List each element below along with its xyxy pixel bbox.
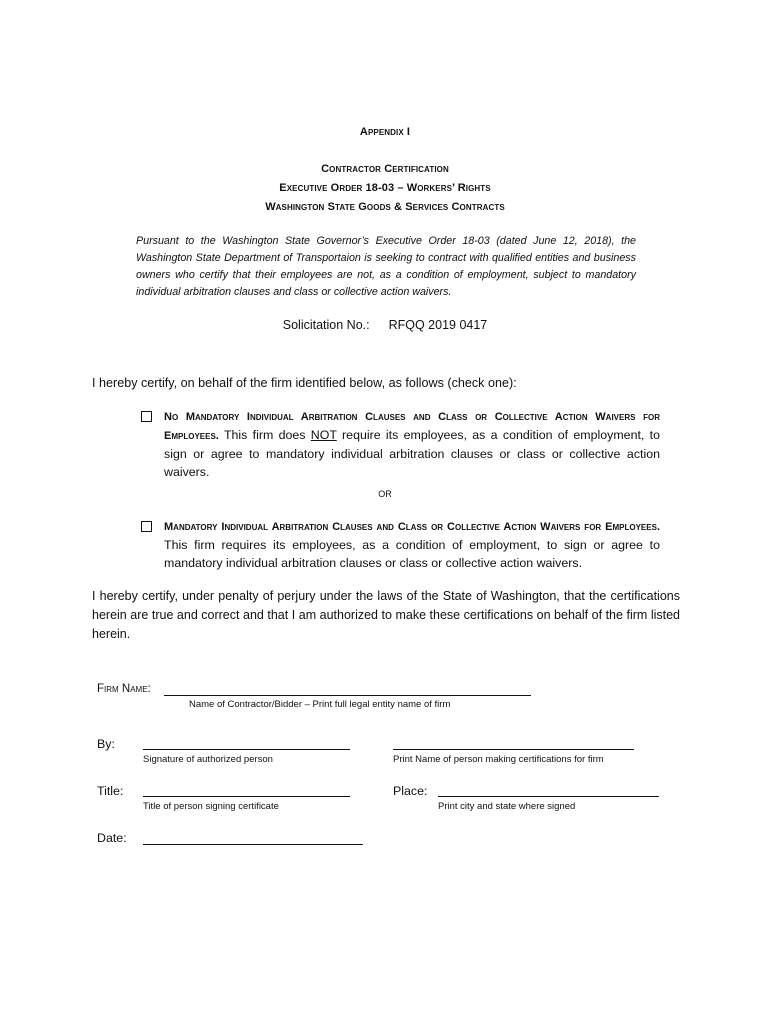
option-no-mandatory-not: NOT bbox=[310, 428, 337, 442]
firm-name-caption: Name of Contractor/Bidder – Print full legal entity name of firm bbox=[189, 699, 451, 710]
solicitation-number: RFQQ 2019 0417 bbox=[388, 318, 488, 332]
print-name-caption: Print Name of person making certifications for firm bbox=[393, 754, 604, 765]
option-no-mandatory bbox=[164, 407, 660, 481]
signature-field[interactable] bbox=[143, 749, 350, 750]
place-caption: Print city and state where signed bbox=[438, 801, 576, 812]
signature-caption: Signature of authorized person bbox=[143, 754, 273, 765]
option-no-mandatory-checkbox[interactable] bbox=[141, 411, 152, 422]
option-mandatory bbox=[164, 517, 660, 572]
option-mandatory-heading: Mandatory Individual Arbitration Clauses and Class or Collective Action Waivers for Employees. bbox=[164, 521, 660, 533]
date-label: Date: bbox=[97, 831, 127, 845]
title-label: Title: bbox=[97, 784, 124, 798]
by-label: By: bbox=[97, 737, 115, 751]
perjury-statement: I hereby certify, under penalty of perjury under the laws of the State of Washington, that the certifications herein are true and correct and that I am authorized to make these certifications on behalf of the firm listed herein. bbox=[92, 589, 680, 641]
document-subtitle-contracts: Washington State Goods & Services Contracts bbox=[265, 201, 505, 213]
place-label: Place: bbox=[393, 784, 428, 798]
option-mandatory-text: This firm requires its employees, as a condition of employment, to sign or agree to mandatory individual arbitration clauses or class or collective action waivers. bbox=[164, 538, 660, 570]
document-subtitle-order: Executive Order 18-03 – Workers’ Rights bbox=[279, 182, 491, 194]
or-separator: OR bbox=[378, 489, 392, 499]
appendix-heading: Appendix I bbox=[359, 126, 411, 138]
date-field[interactable] bbox=[143, 844, 363, 845]
firm-name-field[interactable] bbox=[164, 695, 531, 696]
option-no-mandatory-text-after: require its employees, as a condition of employment, to sign or agree to mandatory individual arbitration clauses or class or collective action waivers. bbox=[164, 428, 660, 479]
option-mandatory-checkbox[interactable] bbox=[141, 521, 152, 532]
option-no-mandatory-heading: No Mandatory Individual Arbitration Clauses and Class or Collective Action Waivers for Employees. bbox=[164, 411, 660, 442]
title-field[interactable] bbox=[143, 796, 350, 797]
solicitation-label: Solicitation No.: bbox=[282, 318, 370, 332]
firm-name-label: Firm Name: bbox=[97, 683, 151, 695]
intro-paragraph: Pursuant to the Washington State Governor’s Executive Order 18-03 (dated June 12, 2018), the Washington State Department of Transportaion is seeking to contract with qualified entities and business owners who certify that their employees are not, as a condition of employment, subject to mandatory individual arbitration clauses and class or collective action waivers. bbox=[136, 235, 636, 298]
print-name-field[interactable] bbox=[393, 749, 634, 750]
place-field[interactable] bbox=[438, 796, 659, 797]
title-caption: Title of person signing certificate bbox=[143, 801, 279, 812]
document-title: Contractor Certification bbox=[321, 163, 449, 175]
solicitation-line bbox=[0, 318, 770, 332]
certify-instruction: I hereby certify, on behalf of the firm identified below, as follows (check one): bbox=[92, 376, 517, 390]
option-no-mandatory-text-before: This firm does bbox=[223, 428, 306, 442]
